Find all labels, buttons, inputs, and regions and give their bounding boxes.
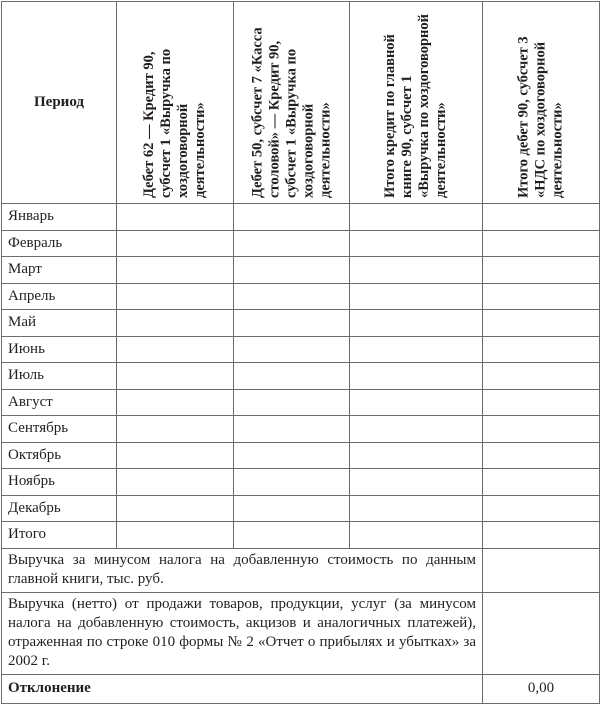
period-label: Ноябрь [2, 469, 117, 496]
value-cell [483, 442, 600, 469]
value-cell [117, 442, 234, 469]
value-cell [483, 363, 600, 390]
period-label: Декабрь [2, 495, 117, 522]
value-cell [234, 389, 350, 416]
value-cell [483, 310, 600, 337]
value-cell [350, 283, 483, 310]
value-cell [117, 363, 234, 390]
value-cell [234, 363, 350, 390]
table-row [2, 310, 600, 337]
net-revenue-label: Выручка (нетто) от продажи товаров, продукции, услуг (за минусом налога на добавленную стоимость, акцизов и аналогичных платежей), отраженная по строке 010 формы № 2 «Отчет о прибылях и убытках» за 2002 г. [2, 592, 483, 674]
value-cell [350, 469, 483, 496]
value-cell [117, 389, 234, 416]
value-cell [117, 204, 234, 231]
value-cell [350, 363, 483, 390]
value-cell [234, 495, 350, 522]
table-row [2, 522, 600, 549]
value-cell [350, 495, 483, 522]
header-col4-cell [483, 2, 600, 204]
value-cell [350, 310, 483, 337]
value-cell [234, 469, 350, 496]
table-row [2, 283, 600, 310]
deviation-label: Отклонение [2, 674, 483, 703]
value-cell [350, 389, 483, 416]
value-cell [483, 204, 600, 231]
period-label: Апрель [2, 283, 117, 310]
value-cell [350, 204, 483, 231]
value-cell [117, 416, 234, 443]
header-col3-cell [350, 2, 483, 204]
value-cell [234, 204, 350, 231]
value-cell [350, 442, 483, 469]
value-cell [350, 257, 483, 284]
net-revenue-value [483, 592, 600, 674]
value-cell [483, 522, 600, 549]
period-label: Июль [2, 363, 117, 390]
header-debit50-credit90: Дебет 50, субсчет 7 «Касса столовой» — Кредит 90, субсчет 1 «Выручка по хоздоговорной деятельности» [249, 26, 333, 198]
value-cell [117, 283, 234, 310]
period-label: Август [2, 389, 117, 416]
header-debit62-credit90: Дебет 62 — Кредит 90, субсчет 1 «Выручка по хоздоговорной деятельности» [141, 48, 208, 198]
value-cell [234, 336, 350, 363]
header-total-debit90-vat: Итого дебет 90, субсчет 3 «НДС по хоздоговорной деятельности» [515, 35, 566, 198]
value-cell [234, 283, 350, 310]
ledger-revenue-label: Выручка за минусом налога на добавленную стоимость по данным главной книги, тыс. руб. [2, 548, 483, 592]
value-cell [117, 310, 234, 337]
value-cell [350, 416, 483, 443]
period-label: Март [2, 257, 117, 284]
header-col1-cell [117, 2, 234, 204]
table-row [2, 442, 600, 469]
period-label: Февраль [2, 230, 117, 257]
value-cell [483, 416, 600, 443]
period-label: Октябрь [2, 442, 117, 469]
period-label: Май [2, 310, 117, 337]
value-cell [234, 310, 350, 337]
value-cell [483, 230, 600, 257]
period-label: Сентябрь [2, 416, 117, 443]
deviation-value: 0,00 [483, 674, 600, 703]
header-col2-cell [234, 2, 350, 204]
value-cell [350, 522, 483, 549]
period-label: Итого [2, 522, 117, 549]
table-row [2, 363, 600, 390]
table-row [2, 336, 600, 363]
value-cell [350, 336, 483, 363]
value-cell [483, 495, 600, 522]
value-cell [483, 257, 600, 284]
value-cell [117, 257, 234, 284]
table-row [2, 230, 600, 257]
value-cell [117, 469, 234, 496]
header-period: Период [2, 2, 117, 204]
header-row [2, 2, 600, 204]
value-cell [234, 257, 350, 284]
value-cell [234, 442, 350, 469]
table-row [2, 257, 600, 284]
value-cell [483, 336, 600, 363]
value-cell [483, 283, 600, 310]
value-cell [483, 469, 600, 496]
table-row [2, 389, 600, 416]
value-cell [234, 230, 350, 257]
value-cell [350, 230, 483, 257]
value-cell [117, 336, 234, 363]
value-cell [234, 522, 350, 549]
value-cell [234, 416, 350, 443]
header-total-credit90: Итого кредит по главной книге 90, субсчет 1 «Выручка по хоздоговорной деятельности» [382, 13, 449, 198]
ledger-revenue-row [2, 548, 600, 592]
value-cell [483, 389, 600, 416]
value-cell [117, 495, 234, 522]
period-label: Январь [2, 204, 117, 231]
value-cell [117, 230, 234, 257]
revenue-reconciliation-table [1, 1, 600, 704]
table-row [2, 469, 600, 496]
value-cell [117, 522, 234, 549]
period-label: Июнь [2, 336, 117, 363]
table-row [2, 204, 600, 231]
ledger-revenue-value [483, 548, 600, 592]
table-row [2, 495, 600, 522]
net-revenue-row [2, 592, 600, 674]
deviation-row [2, 674, 600, 703]
table-row [2, 416, 600, 443]
